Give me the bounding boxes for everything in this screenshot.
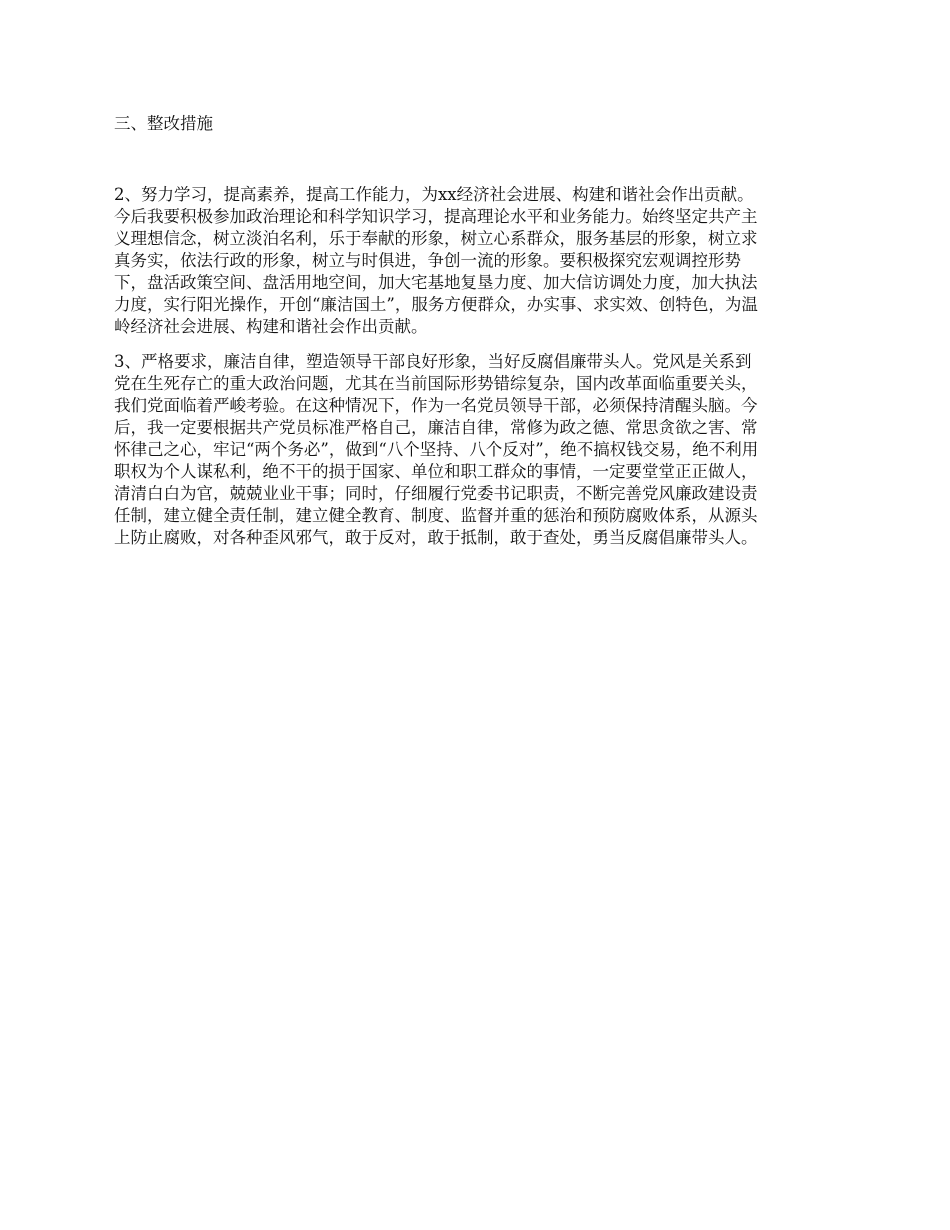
paragraph-line: 下，盘活政策空间、盘活用地空间，加大宅基地复垦力度、加大信访调处力度，加大执法 (114, 273, 758, 292)
paragraph-line: 后，我一定要根据共产党员标准严格自己，廉洁自律，常修为政之德、常思贪欲之害、常 (114, 418, 758, 437)
paragraph-line: 任制，建立健全责任制，建立健全教育、制度、监督并重的惩治和预防腐败体系，从源头 (114, 506, 758, 525)
paragraph-line: 力度，实行阳光操作，开创“廉洁国土”，服务方便群众，办实事、求实效、创特色，为温 (114, 295, 758, 314)
paragraph-line: 3、严格要求，廉洁自律，塑造领导干部良好形象，当好反腐倡廉带头人。党风是关系到 (114, 352, 752, 371)
paragraph-3 (114, 351, 838, 549)
paragraph-line: 我们党面临着严峻考验。在这种情况下，作为一名党员领导干部，必须保持清醒头脑。今 (114, 396, 758, 415)
paragraph-2 (114, 184, 838, 338)
paragraph-line: 清清白白为官，兢兢业业干事；同时，仔细履行党委书记职责，不断完善党风廉政建设责 (114, 484, 758, 503)
section-heading: 三、整改措施 (114, 114, 213, 133)
paragraph-line: 义理想信念，树立淡泊名利，乐于奉献的形象，树立心系群众，服务基层的形象，树立求 (114, 229, 758, 248)
paragraph-line: 职权为个人谋私利，绝不干的损于国家、单位和职工群众的事情，一定要堂堂正正做人， (114, 462, 758, 481)
paragraph-line: 怀律己之心，牢记“两个务必”，做到“八个坚持、八个反对”，绝不搞权钱交易，绝不利用 (114, 440, 759, 459)
paragraph-line: 今后我要积极参加政治理论和科学知识学习，提高理论水平和业务能力。始终坚定共产主 (114, 207, 758, 226)
paragraph-line: 岭经济社会进展、构建和谐社会作出贡献。 (114, 317, 428, 336)
paragraph-line: 2、努力学习，提高素养，提高工作能力，为xx经济社会进展、构建和谐社会作出贡献。 (114, 185, 754, 204)
paragraph-line: 党在生死存亡的重大政治问题，尤其在当前国际形势错综复杂，国内改革面临重要关头， (114, 374, 758, 393)
paragraph-line: 真务实，依法行政的形象，树立与时俱进，争创一流的形象。要积极探究宏观调控形势 (114, 251, 741, 270)
paragraph-line: 上防止腐败，对各种歪风邪气，敢于反对，敢于抵制，敢于查处，勇当反腐倡廉带头人。 (114, 528, 758, 547)
